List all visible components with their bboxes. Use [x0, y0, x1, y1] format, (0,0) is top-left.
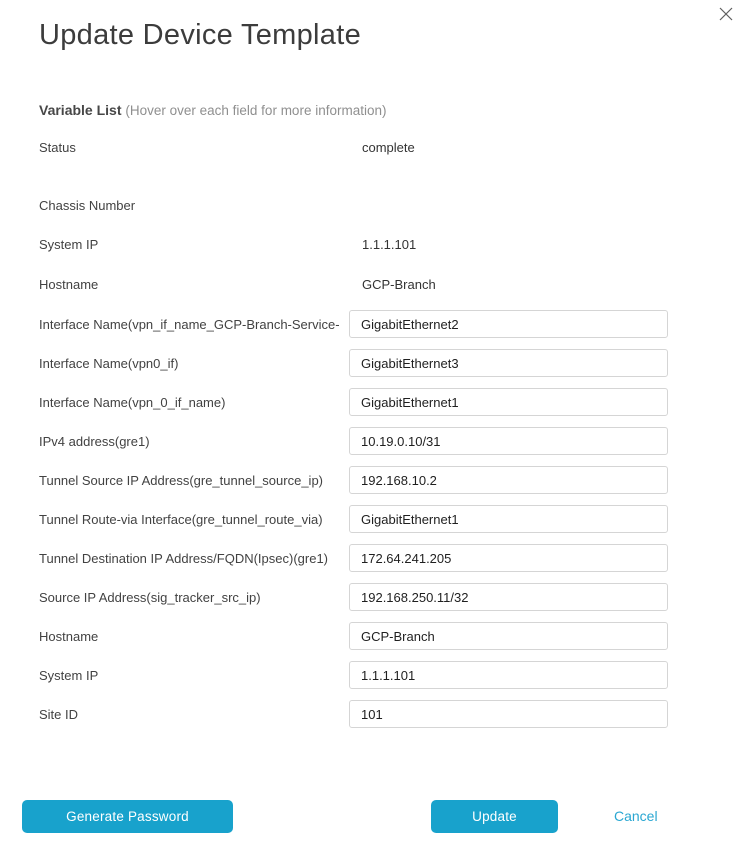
site-id-input[interactable] — [349, 700, 668, 728]
field-row-chassis-number — [39, 198, 668, 213]
field-label: Tunnel Destination IP Address/FQDN(Ipsec)(gre1) — [39, 550, 329, 566]
field-label: Status — [39, 140, 76, 155]
generate-password-button[interactable]: Generate Password — [22, 800, 233, 833]
interface-name-service-vpn-input[interactable] — [349, 310, 668, 338]
field-row-source-ip-tracker — [39, 583, 668, 611]
field-label: Tunnel Source IP Address(gre_tunnel_source_ip) — [39, 472, 324, 488]
field-value: complete — [362, 140, 415, 155]
field-row-system-ip — [39, 237, 668, 252]
dialog-footer — [0, 800, 752, 833]
field-row-tunnel-source-ip — [39, 466, 668, 494]
field-row-status — [39, 140, 668, 155]
field-label: IPv4 address(gre1) — [39, 433, 150, 449]
editable-field-list — [39, 310, 668, 739]
field-label: Site ID — [39, 706, 79, 722]
hostname-input[interactable] — [349, 622, 668, 650]
variable-list-title: Variable List — [39, 102, 122, 118]
ipv4-address-gre1-input[interactable] — [349, 427, 668, 455]
interface-name-vpn-0-if-name-input[interactable] — [349, 388, 668, 416]
field-row-interface-name-vpn0-if — [39, 349, 668, 377]
field-value: GCP-Branch — [362, 277, 436, 292]
field-label: Hostname — [39, 277, 99, 292]
field-row-tunnel-route-via — [39, 505, 668, 533]
close-button[interactable] — [717, 5, 735, 23]
field-label: System IP — [39, 667, 99, 683]
field-label: Source IP Address(sig_tracker_src_ip) — [39, 589, 261, 605]
cancel-link[interactable]: Cancel — [614, 808, 658, 824]
variable-list-heading — [39, 102, 386, 118]
field-row-site-id — [39, 700, 668, 728]
page-title: Update Device Template — [39, 19, 362, 51]
update-button[interactable]: Update — [431, 800, 558, 833]
field-row-system-ip-input — [39, 661, 668, 689]
field-label: Interface Name(vpn_0_if_name) — [39, 394, 226, 410]
field-label: Interface Name(vpn0_if) — [39, 355, 179, 371]
field-row-tunnel-destination-ip — [39, 544, 668, 572]
system-ip-input[interactable] — [349, 661, 668, 689]
close-icon — [717, 5, 735, 23]
tunnel-route-via-input[interactable] — [349, 505, 668, 533]
static-field-list — [39, 140, 668, 292]
field-label: Hostname — [39, 628, 99, 644]
source-ip-tracker-input[interactable] — [349, 583, 668, 611]
tunnel-destination-ip-input[interactable] — [349, 544, 668, 572]
field-row-ipv4-address-gre1 — [39, 427, 668, 455]
field-label: Interface Name(vpn_if_name_GCP-Branch-Service- — [39, 316, 340, 332]
field-row-interface-name-service-vpn — [39, 310, 668, 338]
field-row-interface-name-vpn-0-if-name — [39, 388, 668, 416]
variable-list-note: (Hover over each field for more information) — [125, 103, 387, 118]
field-label: Tunnel Route-via Interface(gre_tunnel_route_via) — [39, 511, 323, 527]
field-label: Chassis Number — [39, 198, 136, 213]
field-row-hostname-input — [39, 622, 668, 650]
field-value: 1.1.1.101 — [362, 237, 417, 252]
field-row-hostname — [39, 277, 668, 292]
tunnel-source-ip-input[interactable] — [349, 466, 668, 494]
field-label: System IP — [39, 237, 99, 252]
interface-name-vpn0-if-input[interactable] — [349, 349, 668, 377]
